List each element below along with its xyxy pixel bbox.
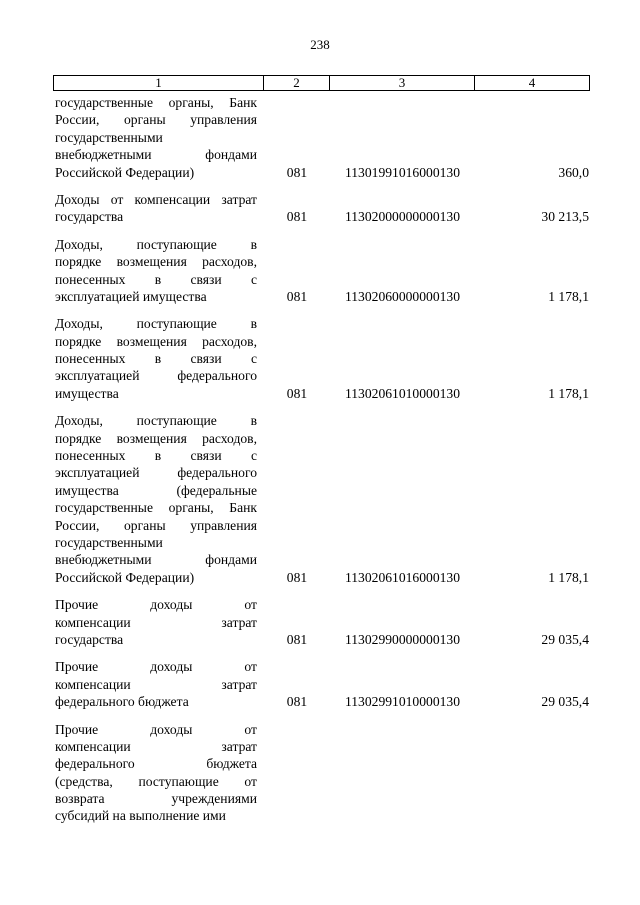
row-description (55, 236, 257, 306)
description-line: государственными (55, 534, 163, 550)
header-col-3: 3 (330, 76, 475, 90)
description-line: Доходы от компенсации затрат (55, 191, 257, 207)
description-line: эксплуатацией федерального (55, 368, 257, 384)
budget-classification-code: 11302000000000130 (344, 209, 461, 225)
description-line: субсидий на выполнение ими (55, 808, 226, 824)
description-line: порядке возмещения расходов, (55, 430, 257, 446)
page-number: 238 (310, 37, 330, 52)
description-line: эксплуатацией имущества (55, 288, 207, 304)
description-line: Прочие доходы от (55, 659, 257, 675)
description-line: имущества (55, 385, 119, 401)
header-col-4: 4 (528, 75, 536, 90)
description-line: России, органы управления (55, 517, 257, 533)
description-line: Доходы, поступающие в (55, 236, 257, 252)
description-line: Прочие доходы от (55, 597, 257, 613)
table-header (53, 75, 590, 91)
admin-code: 081 (286, 631, 308, 647)
admin-code: 081 (286, 209, 308, 225)
description-line: (средства, поступающие от (55, 773, 257, 789)
budget-classification-code: 11302991010000130 (344, 694, 461, 710)
description-line: понесенных в связи с (55, 351, 257, 367)
budget-classification-code: 11302990000000130 (344, 631, 461, 647)
amount: 1 178,1 (548, 288, 589, 304)
description-line: Российской Федерации) (55, 164, 195, 180)
admin-code: 081 (286, 164, 308, 180)
description-line: компенсации затрат (55, 738, 257, 754)
description-line: внебюджетными фондами (55, 552, 257, 568)
row-description (55, 596, 257, 648)
amount: 1 178,1 (548, 385, 589, 401)
description-line: федерального бюджета (55, 756, 257, 772)
table-row (0, 236, 640, 306)
header-col-2: 2 (264, 76, 330, 90)
admin-code: 081 (286, 569, 308, 585)
description-line: Прочие доходы от (55, 721, 257, 737)
amount: 30 213,5 (541, 209, 589, 225)
description-line: государства (55, 631, 124, 647)
row-description (55, 721, 257, 825)
table-row (0, 721, 640, 825)
description-line: Российской Федерации) (55, 569, 195, 585)
table-row (0, 191, 640, 226)
table-row (0, 596, 640, 648)
description-line: компенсации затрат (55, 676, 257, 692)
admin-code: 081 (286, 385, 308, 401)
row-description (55, 94, 257, 181)
amount: 1 178,1 (548, 569, 589, 585)
description-line: понесенных в связи с (55, 448, 257, 464)
budget-classification-code: 11302061016000130 (344, 569, 461, 585)
header-col-1: 1 (54, 76, 264, 90)
row-description (55, 412, 257, 586)
table-row (0, 412, 640, 586)
description-line: государственные органы, Банк (55, 500, 257, 516)
table-row (0, 94, 640, 181)
budget-classification-code: 11301991016000130 (344, 164, 461, 180)
table-row (0, 658, 640, 710)
budget-classification-code: 11302061010000130 (344, 385, 461, 401)
description-line: внебюджетными фондами (55, 147, 257, 163)
table-body (0, 94, 640, 825)
description-line: порядке возмещения расходов, (55, 254, 257, 270)
description-line: России, органы управления (55, 112, 257, 128)
row-description (55, 315, 257, 402)
budget-classification-code: 11302060000000130 (344, 288, 461, 304)
description-line: государственными (55, 129, 163, 145)
description-line: возврата учреждениями (55, 791, 257, 807)
amount: 360,0 (558, 164, 589, 180)
description-line: Доходы, поступающие в (55, 413, 257, 429)
table-row (0, 315, 640, 402)
description-line: имущества (федеральные (55, 482, 257, 498)
admin-code: 081 (286, 694, 308, 710)
description-line: понесенных в связи с (55, 271, 257, 287)
description-line: Доходы, поступающие в (55, 316, 257, 332)
description-line: компенсации затрат (55, 614, 257, 630)
description-line: федерального бюджета (55, 694, 189, 710)
description-line: эксплуатацией федерального (55, 465, 257, 481)
admin-code: 081 (286, 288, 308, 304)
row-description (55, 191, 257, 226)
description-line: порядке возмещения расходов, (55, 333, 257, 349)
description-line: государства (55, 209, 124, 225)
amount: 29 035,4 (541, 694, 589, 710)
row-description (55, 658, 257, 710)
description-line: государственные органы, Банк (55, 95, 257, 110)
amount: 29 035,4 (541, 631, 589, 647)
